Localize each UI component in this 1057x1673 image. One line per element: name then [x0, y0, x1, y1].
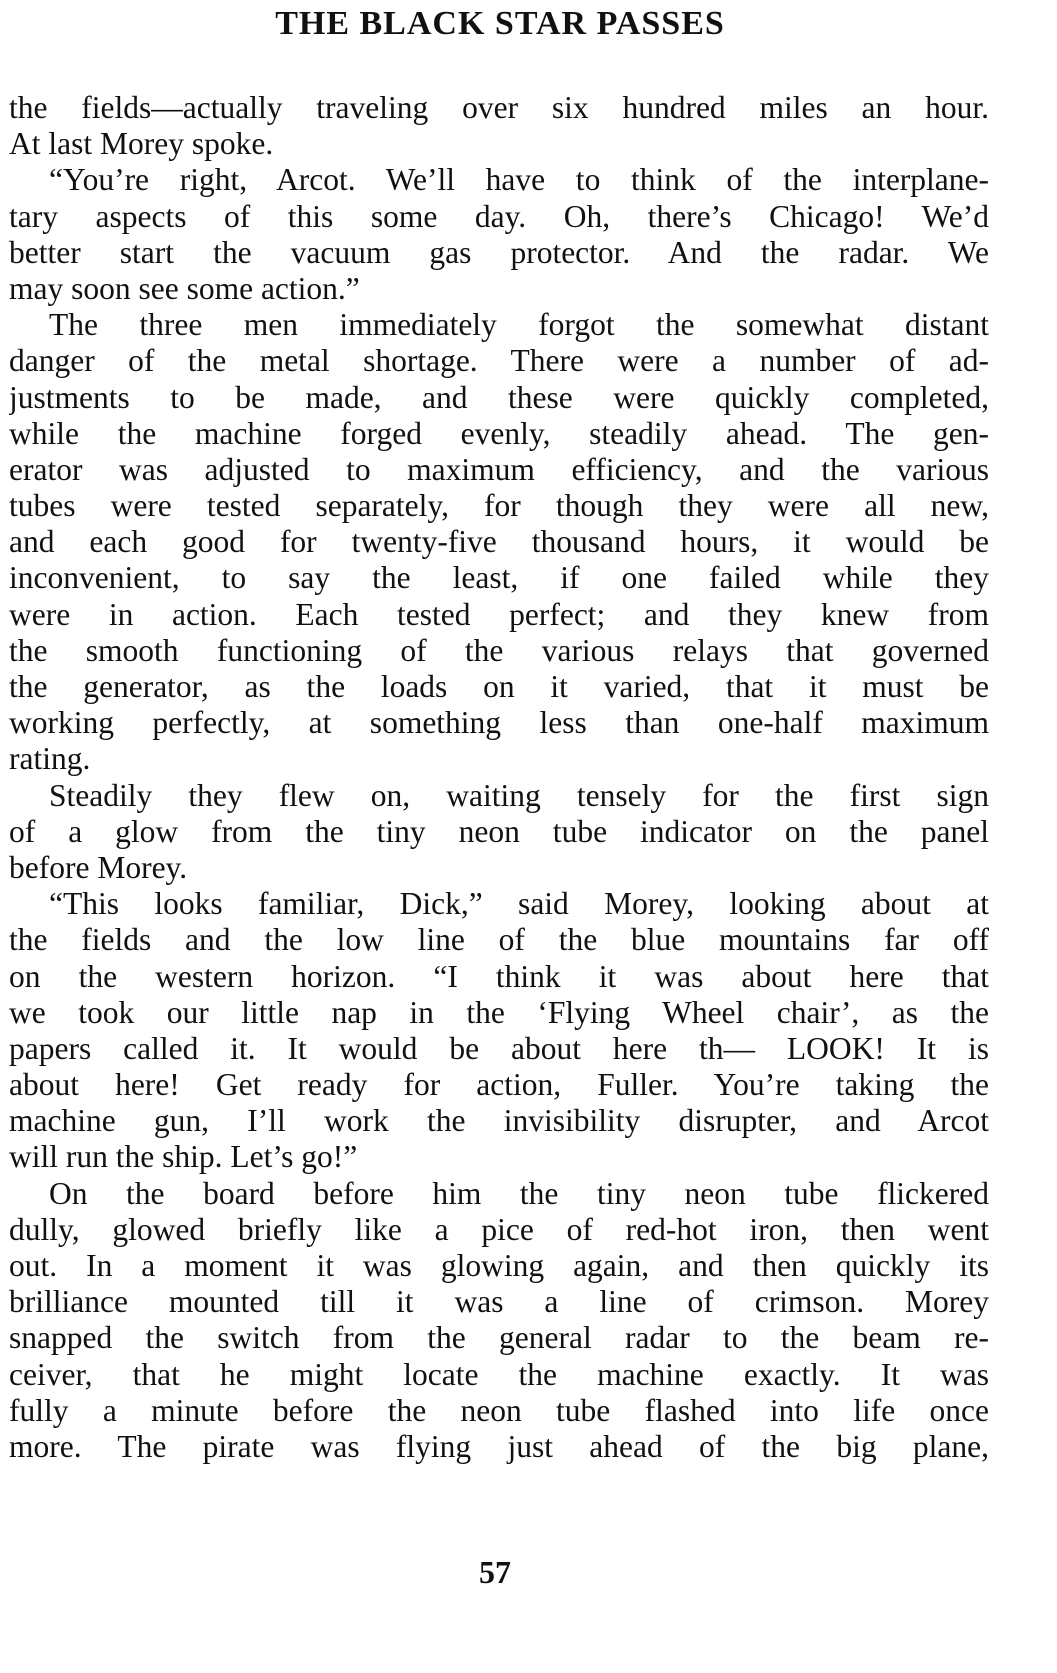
text-line: inconvenient, to say the least, if one failed while they: [9, 560, 989, 596]
text-line: of a glow from the tiny neon tube indicator on the panel: [9, 813, 989, 849]
text-line: At last Morey spoke.: [9, 126, 274, 162]
text-line: erator was adjusted to maximum efficiency, and the various: [9, 451, 989, 487]
text-line: The three men immediately forgot the somewhat distant: [49, 307, 989, 343]
text-line: danger of the metal shortage. There were a number of ad-: [9, 343, 989, 379]
text-line: ceiver, that he might locate the machine exactly. It was: [9, 1356, 989, 1392]
text-line: and each good for twenty-five thousand hours, it would be: [9, 524, 989, 560]
running-head-title: THE BLACK STAR PASSES: [275, 5, 725, 42]
text-line: brilliance mounted till it was a line of crimson. Morey: [9, 1284, 989, 1320]
text-line: the fields and the low line of the blue mountains far off: [9, 922, 989, 958]
text-line: may soon see some action.”: [9, 270, 360, 306]
text-line: justments to be made, and these were quickly completed,: [9, 379, 989, 415]
text-line: tubes were tested separately, for though they were all new,: [9, 488, 989, 524]
text-line: the generator, as the loads on it varied, that it must be: [9, 669, 989, 704]
text-line: more. The pirate was flying just ahead of the big plane,: [9, 1428, 989, 1464]
text-line: working perfectly, at something less than one-half maximum: [9, 705, 989, 741]
text-line: tary aspects of this some day. Oh, there’s Chicago! We’d: [9, 198, 989, 234]
text-line: on the western horizon. “I think it was about here that: [9, 958, 989, 994]
text-line: rating.: [9, 741, 91, 777]
text-line: the smooth functioning of the various relays that governed: [9, 632, 989, 668]
text-line: “This looks familiar, Dick,” said Morey, looking about at: [49, 886, 989, 922]
text-line: we took our little nap in the ‘Flying Wheel chair’, as the: [9, 994, 989, 1030]
text-line: were in action. Each tested perfect; and they knew from: [9, 596, 989, 632]
page-number: 57: [479, 1554, 511, 1590]
text-line: dully, glowed briefly like a pice of red-hot iron, then went: [9, 1211, 989, 1247]
text-line: “You’re right, Arcot. We’ll have to think of the interplane-: [49, 162, 989, 198]
text-line: fully a minute before the neon tube flashed into life once: [9, 1392, 989, 1428]
text-line: will run the ship. Let’s go!”: [9, 1139, 358, 1175]
body-text: [9, 90, 989, 1465]
text-line: papers called it. It would be about here th— LOOK! It is: [9, 1030, 989, 1066]
text-line: better start the vacuum gas protector. And the radar. We: [9, 234, 989, 270]
text-line: about here! Get ready for action, Fuller. You’re taking the: [9, 1067, 989, 1103]
text-line: machine gun, I’ll work the invisibility disrupter, and Arcot: [9, 1103, 989, 1139]
text-line: out. In a moment it was glowing again, and then quickly its: [9, 1248, 989, 1283]
text-line: snapped the switch from the general radar to the beam re-: [9, 1320, 989, 1356]
text-line: Steadily they flew on, waiting tensely for the first sign: [49, 777, 989, 813]
text-line: the fields—actually traveling over six hundred miles an hour.: [9, 90, 989, 125]
text-line: On the board before him the tiny neon tube flickered: [49, 1175, 989, 1211]
text-line: before Morey.: [9, 849, 188, 885]
text-line: while the machine forged evenly, steadily ahead. The gen-: [9, 415, 989, 451]
